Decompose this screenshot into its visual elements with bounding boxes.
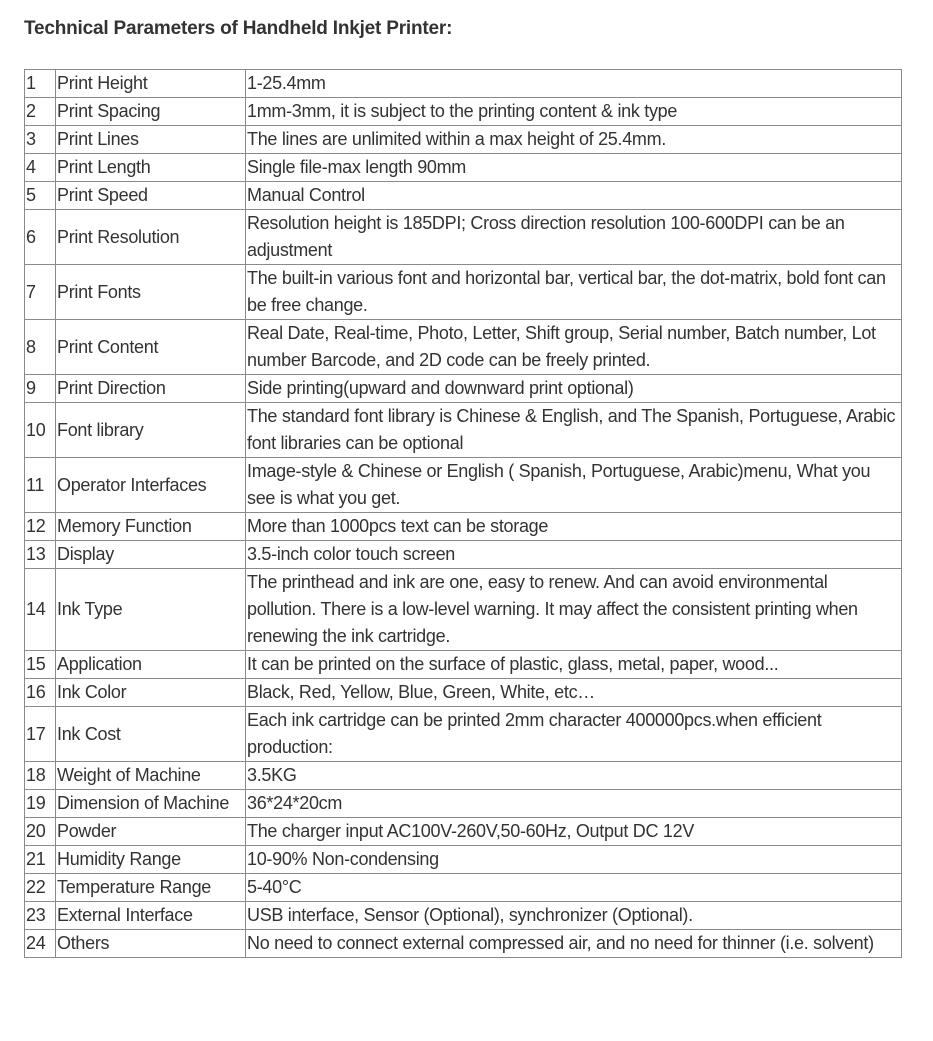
table-row — [25, 320, 902, 375]
parameter-name: Humidity Range — [56, 846, 246, 874]
parameter-value: Real Date, Real-time, Photo, Letter, Shift group, Serial number, Batch number, Lot number Barcode, and 2D code can be freely printed. — [246, 320, 902, 375]
parameter-value: Each ink cartridge can be printed 2mm character 400000pcs.when efficient production: — [246, 707, 902, 762]
table-row — [25, 458, 902, 513]
row-number: 5 — [25, 182, 56, 210]
parameter-name: Ink Color — [56, 679, 246, 707]
parameter-value: 10-90% Non-condensing — [246, 846, 902, 874]
row-number: 15 — [25, 651, 56, 679]
parameter-name: Memory Function — [56, 513, 246, 541]
row-number: 14 — [25, 569, 56, 651]
parameter-name: External Interface — [56, 902, 246, 930]
table-row — [25, 541, 902, 569]
parameter-value: The built-in various font and horizontal bar, vertical bar, the dot-matrix, bold font can be free change. — [246, 265, 902, 320]
parameter-value: 3.5KG — [246, 762, 902, 790]
parameter-name: Font library — [56, 403, 246, 458]
parameter-value: Resolution height is 185DPI; Cross direction resolution 100-600DPI can be an adjustment — [246, 210, 902, 265]
row-number: 2 — [25, 98, 56, 126]
table-row — [25, 375, 902, 403]
parameter-name: Others — [56, 930, 246, 958]
parameter-name: Print Direction — [56, 375, 246, 403]
row-number: 18 — [25, 762, 56, 790]
parameter-name: Print Resolution — [56, 210, 246, 265]
row-number: 24 — [25, 930, 56, 958]
parameter-name: Ink Cost — [56, 707, 246, 762]
row-number: 1 — [25, 70, 56, 98]
row-number: 20 — [25, 818, 56, 846]
table-row — [25, 818, 902, 846]
parameter-name: Print Length — [56, 154, 246, 182]
parameter-name: Print Height — [56, 70, 246, 98]
parameter-name: Print Spacing — [56, 98, 246, 126]
parameter-name: Print Speed — [56, 182, 246, 210]
table-row — [25, 210, 902, 265]
parameter-value: 1mm-3mm, it is subject to the printing content & ink type — [246, 98, 902, 126]
parameter-name: Dimension of Machine — [56, 790, 246, 818]
parameter-value: The standard font library is Chinese & English, and The Spanish, Portuguese, Arabic font libraries can be optional — [246, 403, 902, 458]
parameter-value: Manual Control — [246, 182, 902, 210]
parameter-name: Print Lines — [56, 126, 246, 154]
row-number: 8 — [25, 320, 56, 375]
table-row — [25, 902, 902, 930]
table-row — [25, 569, 902, 651]
table-row — [25, 679, 902, 707]
row-number: 17 — [25, 707, 56, 762]
parameter-value: The charger input AC100V-260V,50-60Hz, Output DC 12V — [246, 818, 902, 846]
row-number: 12 — [25, 513, 56, 541]
parameter-value: Image-style & Chinese or English ( Spanish, Portuguese, Arabic)menu, What you see is what you get. — [246, 458, 902, 513]
parameter-name: Temperature Range — [56, 874, 246, 902]
parameter-name: Application — [56, 651, 246, 679]
row-number: 19 — [25, 790, 56, 818]
parameter-value: The lines are unlimited within a max height of 25.4mm. — [246, 126, 902, 154]
table-row — [25, 513, 902, 541]
parameter-value: 1-25.4mm — [246, 70, 902, 98]
parameter-value: Single file-max length 90mm — [246, 154, 902, 182]
parameter-name: Powder — [56, 818, 246, 846]
table-row — [25, 265, 902, 320]
table-row — [25, 98, 902, 126]
row-number: 11 — [25, 458, 56, 513]
table-row — [25, 790, 902, 818]
table-row — [25, 651, 902, 679]
parameter-name: Display — [56, 541, 246, 569]
parameter-name: Weight of Machine — [56, 762, 246, 790]
parameter-value: 3.5-inch color touch screen — [246, 541, 902, 569]
spec-table-body — [25, 70, 902, 958]
parameter-value: USB interface, Sensor (Optional), synchronizer (Optional). — [246, 902, 902, 930]
table-row — [25, 126, 902, 154]
row-number: 21 — [25, 846, 56, 874]
parameter-name: Operator Interfaces — [56, 458, 246, 513]
parameter-value: It can be printed on the surface of plastic, glass, metal, paper, wood... — [246, 651, 902, 679]
row-number: 7 — [25, 265, 56, 320]
parameter-value: 5-40°C — [246, 874, 902, 902]
row-number: 4 — [25, 154, 56, 182]
table-row — [25, 70, 902, 98]
table-row — [25, 846, 902, 874]
parameter-name: Print Content — [56, 320, 246, 375]
parameter-value: Side printing(upward and downward print optional) — [246, 375, 902, 403]
spec-table — [24, 69, 902, 958]
table-row — [25, 182, 902, 210]
row-number: 10 — [25, 403, 56, 458]
table-row — [25, 403, 902, 458]
parameter-value: The printhead and ink are one, easy to renew. And can avoid environmental pollution. There is a low-level warning. It may affect the consistent printing when renewing the ink cartridge. — [246, 569, 902, 651]
parameter-value: No need to connect external compressed air, and no need for thinner (i.e. solvent) — [246, 930, 902, 958]
row-number: 6 — [25, 210, 56, 265]
parameter-value: 36*24*20cm — [246, 790, 902, 818]
parameter-value: Black, Red, Yellow, Blue, Green, White, etc… — [246, 679, 902, 707]
row-number: 3 — [25, 126, 56, 154]
row-number: 16 — [25, 679, 56, 707]
table-row — [25, 874, 902, 902]
row-number: 13 — [25, 541, 56, 569]
table-row — [25, 930, 902, 958]
row-number: 9 — [25, 375, 56, 403]
table-row — [25, 154, 902, 182]
table-row — [25, 707, 902, 762]
parameter-value: More than 1000pcs text can be storage — [246, 513, 902, 541]
row-number: 23 — [25, 902, 56, 930]
row-number: 22 — [25, 874, 56, 902]
page-title: Technical Parameters of Handheld Inkjet Printer: — [24, 18, 453, 39]
parameter-name: Ink Type — [56, 569, 246, 651]
parameter-name: Print Fonts — [56, 265, 246, 320]
table-row — [25, 762, 902, 790]
